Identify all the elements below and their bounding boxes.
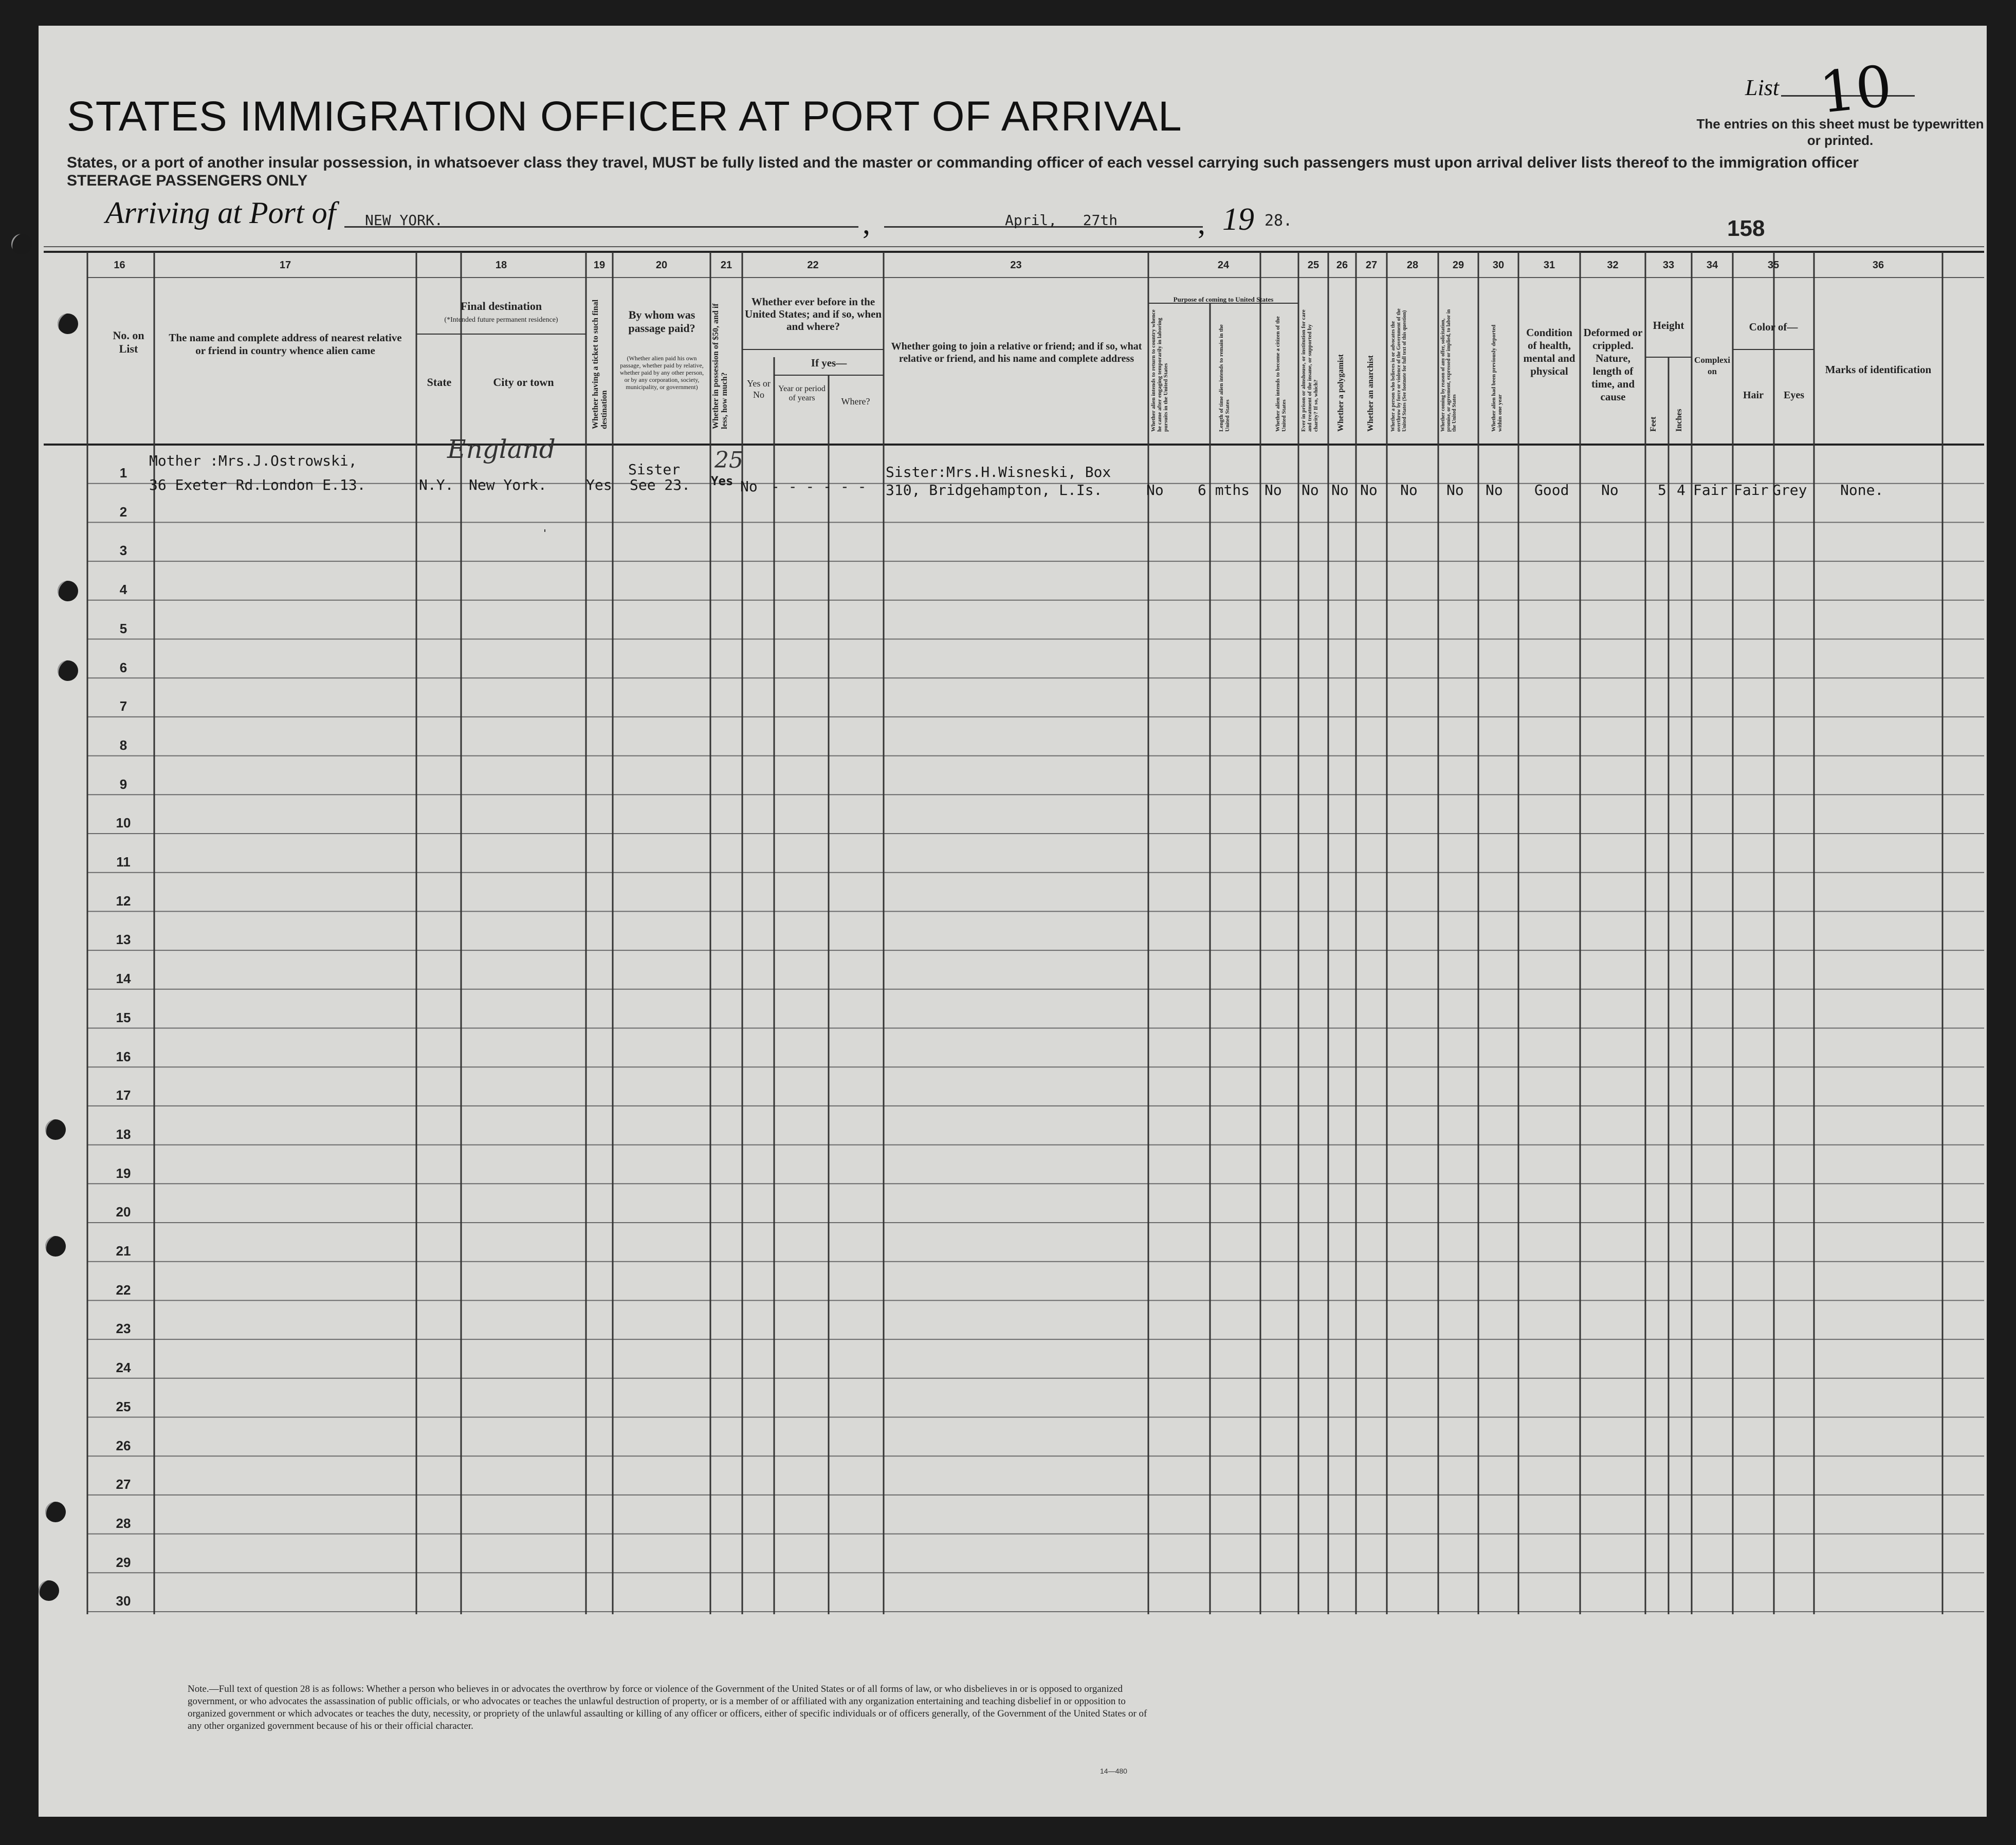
row-number: 17 xyxy=(116,1087,131,1103)
destination-state: N.Y. xyxy=(419,476,454,493)
passage-ref: See 23. xyxy=(630,476,691,493)
height-inches-value: 4 xyxy=(1677,482,1685,499)
row-number: 19 xyxy=(116,1165,131,1181)
header-eyes: Eyes xyxy=(1784,390,1804,401)
header-offer: Whether coming by reason of any offer, solicitation, promise, or agreement, expressed or implied, to labor in the United States xyxy=(1440,309,1457,432)
header-color-of: Color of— xyxy=(1749,321,1798,333)
header-marks: Marks of identification xyxy=(1825,363,1932,376)
row-number: 4 xyxy=(119,582,127,598)
column-number: 27 xyxy=(1365,260,1378,271)
row-number: 16 xyxy=(116,1048,131,1064)
column-number: 36 xyxy=(1872,260,1884,271)
header-final-destination-note: (*Intended future permanent residence) xyxy=(444,316,558,324)
header-passage-note: (Whether alien paid his own passage, whether paid by relative, whether paid by any other person, or by any corporation, society, municipality, or government) xyxy=(619,355,704,391)
column-number: 26 xyxy=(1336,260,1348,271)
column-number: 30 xyxy=(1492,260,1505,271)
header-complexion: Complexion xyxy=(1694,355,1730,376)
century-value: 19 xyxy=(1222,202,1254,237)
header-anarchist: Whether an anarchist xyxy=(1366,355,1375,432)
column-number: 29 xyxy=(1452,260,1464,271)
row-number: 26 xyxy=(116,1437,131,1453)
column-number: 24 xyxy=(1217,260,1230,271)
header-money: Whether in possession of $50, and if less, how much? xyxy=(711,303,729,429)
row-number: 13 xyxy=(116,932,131,948)
column-number: 22 xyxy=(807,260,819,271)
row-number: 23 xyxy=(116,1321,131,1337)
form-code: 14—480 xyxy=(1100,1767,1127,1775)
header-return: Whether alien intends to return to country whence he came after engaging temporarily in laboring pursuits in the United States xyxy=(1150,309,1169,432)
page-number: 158 xyxy=(1727,216,1765,241)
header-if-yes: If yes— xyxy=(811,357,847,369)
arriving-label: Arriving at Port of xyxy=(105,196,336,230)
separator: , xyxy=(863,206,870,240)
overthrow-value: No xyxy=(1400,482,1418,499)
handwritten-money: 25 xyxy=(714,447,743,473)
column-number: 33 xyxy=(1662,260,1675,271)
row-number: 7 xyxy=(119,698,127,714)
column-number: 17 xyxy=(279,260,291,271)
header-hair: Hair xyxy=(1743,390,1764,401)
relative-line-2: 36 Exeter Rd.London E.13. xyxy=(149,476,366,493)
header-relative: The name and complete address of nearest relative or friend in country whence alien came xyxy=(169,331,402,357)
row-number: 28 xyxy=(116,1515,131,1531)
row-number: 22 xyxy=(116,1282,131,1298)
row-number: 25 xyxy=(116,1398,131,1414)
separator: , xyxy=(1198,206,1205,240)
header-final-destination: Final destination xyxy=(460,300,542,312)
row-number: 15 xyxy=(116,1009,131,1025)
subtitle: States, or a port of another insular possession, in whatsoever class they travel, MUST be fully listed and the master or commanding officer of each vessel carrying such passengers must upon arrival deliver lists thereof to the immigration officer xyxy=(67,154,1859,171)
height-feet-value: 5 xyxy=(1658,482,1666,499)
header-feet: Feet xyxy=(1649,416,1658,432)
row-number: 1 xyxy=(119,465,127,481)
header-purpose: Purpose of coming to United States xyxy=(1173,296,1274,303)
row-number: 18 xyxy=(116,1126,131,1142)
column-number: 28 xyxy=(1406,260,1419,271)
column-number: 16 xyxy=(114,260,125,271)
row-number: 20 xyxy=(116,1204,131,1220)
row-number: 27 xyxy=(116,1477,131,1492)
year-value: 28. xyxy=(1264,212,1293,230)
row-number: 21 xyxy=(116,1243,131,1259)
list-label: List xyxy=(1745,75,1780,100)
header-where: Where? xyxy=(841,396,870,407)
page-title: STATES IMMIGRATION OFFICER AT PORT OF ARRIVAL xyxy=(67,93,1182,140)
row-number: 29 xyxy=(116,1554,131,1570)
before-us-dash: - - - - - - xyxy=(771,478,867,495)
relative-line-1: Mother :Mrs.J.Ostrowski, xyxy=(149,452,357,469)
footnote: Note.—Full text of question 28 is as follows: Whether a person who believes in or advocates the overthrow by force or violence of the Government of the United States or of all forms of law, or who disbelieves in or is opposed to organized government, or who advocates the assassination of public officials, or who advocates or teaches the unlawful destruction of property, or is a member of or affiliated with any organization entertaining and teaching disbelief in or opposition to organized government or which advocates or teaches the duty, necessity, or propriety of the unlawful assaulting or killing of any officer or officers, either of specific individuals or of officers generally, of the Government of the United States or of any other organized government because of his or their official character. xyxy=(188,1684,1147,1731)
row-number: 3 xyxy=(119,543,127,559)
row-number: 10 xyxy=(116,815,131,831)
header-prison: Ever in prison or almshouse, or institution for care and treatment of the insane, or supported by charity? If so, which? xyxy=(1300,309,1319,432)
header-deformed: Deformed or crippled. Nature, length of time, and cause xyxy=(1583,326,1643,403)
prison-value: No xyxy=(1302,482,1319,499)
passage-value: Sister xyxy=(628,461,681,478)
row-number: 9 xyxy=(119,776,127,792)
join-line-1: Sister:Mrs.H.Wisneski, Box xyxy=(886,464,1111,481)
column-number: 31 xyxy=(1543,260,1555,271)
row-number: 11 xyxy=(116,854,131,870)
column-number: 18 xyxy=(495,260,507,271)
header-state: State xyxy=(427,376,452,389)
row-number: 5 xyxy=(119,620,127,636)
header-overthrow: Whether a person who believes in or advocates the overthrow by force or violence of the Government of the United States (See footnote for full text of this question) xyxy=(1390,308,1407,432)
list-number: 10 xyxy=(1816,53,1895,126)
steerage-label: STEERAGE PASSENGERS ONLY xyxy=(67,172,308,189)
before-us-value: No xyxy=(740,478,758,495)
citizen-value: No xyxy=(1264,482,1282,499)
column-number: 19 xyxy=(593,260,606,271)
health-value: Good xyxy=(1534,482,1569,499)
header-health: Condition of health, mental and physical xyxy=(1523,326,1575,377)
deformed-value: No xyxy=(1601,482,1619,499)
port-value: NEW YORK. xyxy=(365,212,443,229)
column-number: 23 xyxy=(1010,260,1022,271)
return-value: No xyxy=(1146,482,1164,499)
header-no-on-list: No. on List xyxy=(113,329,144,355)
header-height: Height xyxy=(1653,319,1684,331)
header-join: Whether going to join a relative or friend; and if so, what relative or friend, and his name and complete address xyxy=(891,341,1142,364)
eyes-value: Grey xyxy=(1772,482,1807,499)
row-number: 2 xyxy=(119,504,127,520)
header-city: City or town xyxy=(493,376,554,389)
header-passage: By whom was passage paid? xyxy=(628,308,695,335)
ticket-value: Yes xyxy=(586,476,612,493)
header-polygamist: Whether a polygamist xyxy=(1336,354,1345,432)
handwritten-country: England xyxy=(447,434,556,464)
header-before-us: Whether ever before in the United States; and if so, when and where? xyxy=(744,296,882,333)
column-number: 25 xyxy=(1307,260,1319,271)
anarchist-value: No xyxy=(1360,482,1378,499)
deported-value: No xyxy=(1486,482,1503,499)
row-number: 14 xyxy=(116,971,131,987)
header-year-period: Year or period of years xyxy=(778,384,826,402)
column-number: 35 xyxy=(1767,260,1780,271)
hair-value: Fair xyxy=(1734,482,1769,499)
row-number: 12 xyxy=(116,893,131,909)
date-value: April, 27th xyxy=(1005,212,1118,229)
header-length: Length of time alien intends to remain in the United States xyxy=(1218,324,1231,432)
length-value: 6 mths xyxy=(1198,482,1250,499)
column-number: 20 xyxy=(655,260,668,271)
column-number: 21 xyxy=(720,260,732,271)
header-ticket: Whether having a ticket to such final destination xyxy=(591,299,609,429)
complexion-value: Fair xyxy=(1693,482,1728,499)
row-number: 24 xyxy=(116,1360,131,1376)
offer-value: No xyxy=(1446,482,1464,499)
polygamist-value: No xyxy=(1331,482,1349,499)
row-number: 8 xyxy=(119,737,127,753)
marks-value: None. xyxy=(1840,482,1884,499)
money-value: Yes xyxy=(711,474,734,488)
header-deported: Whether alien had been previously deported within one year xyxy=(1491,324,1503,432)
entries-note: The entries on this sheet must be typewritten or printed. xyxy=(1696,116,1984,148)
row-number: 6 xyxy=(119,659,127,675)
column-number: 34 xyxy=(1706,260,1718,271)
header-before-us-yes-no: Yes or No xyxy=(747,378,771,400)
row-number: 30 xyxy=(116,1593,131,1609)
column-number: 32 xyxy=(1607,260,1619,271)
header-inches: Inches xyxy=(1675,409,1683,432)
join-line-2: 310, Bridgehampton, L.Is. xyxy=(886,482,1103,499)
header-citizen: Whether alien intends to become a citizen of the United States xyxy=(1275,316,1287,432)
destination-city: New York. xyxy=(469,476,547,493)
